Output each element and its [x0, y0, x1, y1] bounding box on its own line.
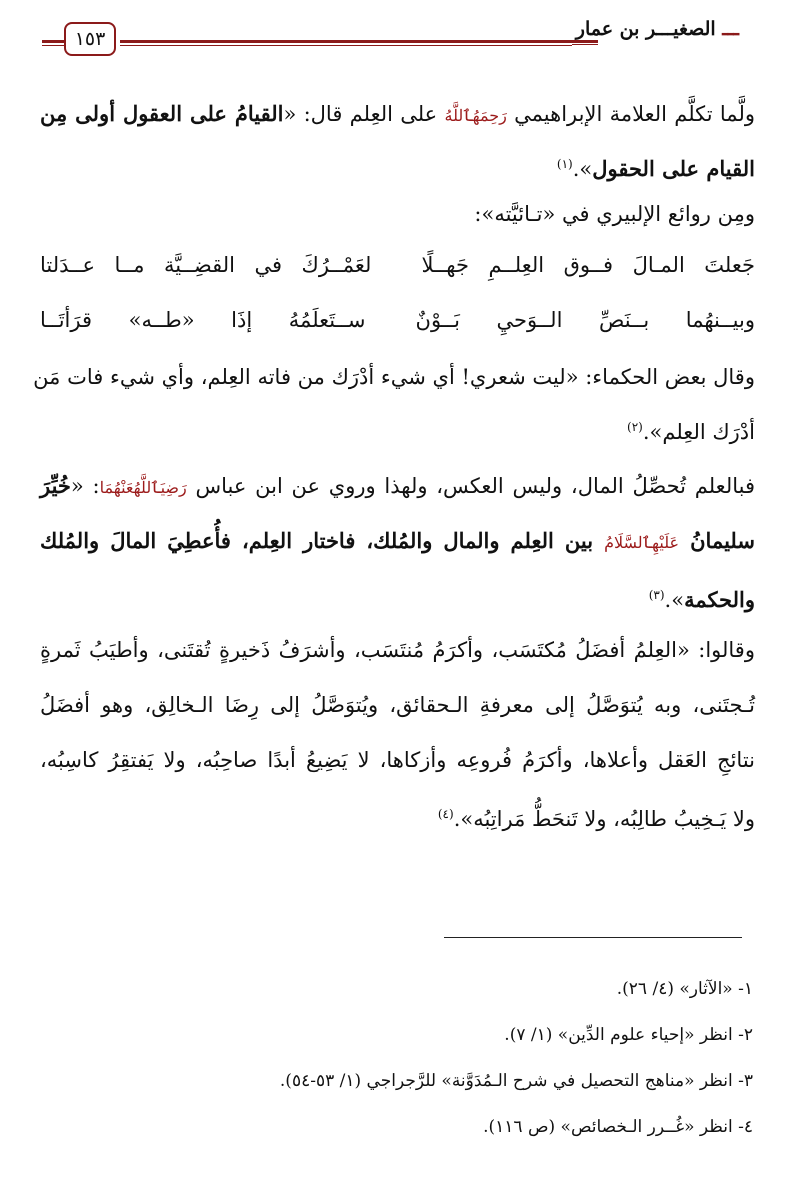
footnote-ref-3: (٣) [648, 588, 665, 602]
body-line-11: وقالوا: «العِلمُ أفضَلُ مُكتَسَب، وأكرَمُ مُنتَسَب، وأشرَفُ ذَخيرةٍ تُقتَنى، وأطيَبُ ثَمرةٍ [40, 638, 755, 662]
body-line-8: فبالعلم تُحصِّلُ المال، وليس العكس، ولهذا وروي عن ابن عباس رَضِيَٱللَّهُعَنْهُمَا: «خُيِّرَ [40, 473, 755, 498]
body-line-12: تُـجتَنى، وبه يُتوَصَّلُ إلى معرفةِ الـحقائق، ويُتوَصَّلُ إلى رِضَا الـخالِق، وهو أفضَلُ [40, 693, 755, 717]
header-rule-right [572, 40, 598, 43]
body-line-6: وقال بعض الحكماء: «ليت شعري! أي شيء أدْرَك من فاته العِلم، وأي شيء فات مَن [33, 365, 755, 389]
running-title: ـــ الصغيـــر بن عمار [511, 18, 747, 40]
running-title-text: الصغيـــر بن عمار [575, 18, 716, 40]
footnote-4: ٤- انظر «غُــرر الـخصائص» (ص ١١٦). [483, 1117, 753, 1137]
verse-1-hemistich-1: جَعلتَ المـالَ فــوق العِلــمِ جَهــلًا [421, 253, 755, 277]
verse-line-2 [40, 303, 755, 337]
verse-1-hemistich-2: لعَمْــرُكَ في القضِــيَّة مــا عــدَلتا [40, 253, 372, 277]
header-rule-right-thin [572, 44, 598, 45]
header-rule-left-thin [42, 45, 64, 46]
footnote-ref-4: (٤) [437, 807, 454, 821]
honorific-radiallahu-anhuma: رَضِيَٱللَّهُعَنْهُمَا [99, 478, 187, 497]
body-line-13: نتائجِ العَقل وأعلاها، وأكرَمُ فُروعِه وأزكاها، لا يَضِيعُ أبدًا صاحِبُه، ولا يَفتقِرُ كاسِبُه، [40, 748, 755, 772]
body-line-9: سليمانُ عَلَيْهِٱلسَّلَامُ بين العِلم والمال والمُلك، فاختار العِلم، فأُعطِيَ المالَ والمُلك [40, 528, 755, 553]
footnote-1: ١- «الآثار» (٤/ ٢٦). [616, 979, 753, 999]
footnote-ref-2: (٢) [627, 420, 643, 434]
body-line-7: أدْرَك العِلم».$^{(٢)}$ [627, 420, 755, 444]
footnote-3: ٣- انظر «مناهج التحصيل في شرح الـمُدَوَّنة» للرَّجراجي (١/ ٥٣-٥٤). [279, 1071, 753, 1091]
verse-line-1 [40, 248, 755, 282]
body-line-1: ولَّما تكلَّم العلامة الإبراهيمي رَحِمَهُٱللَّهُ على العِلم قال: «القيامُ على العقول أولى مِن [40, 101, 755, 126]
footnote-ref-1: (١) [556, 157, 573, 171]
body-line-14: ولا يَـخِيبُ طالِبُه، ولا تَنحَطُّ مَراتِبُه».$^{(٤)}$ [437, 807, 755, 831]
header-rule-middle [120, 40, 572, 43]
header-rule-left [42, 40, 64, 43]
body-line-2: القيام على الحقول».$^{(١)}$ [556, 156, 755, 181]
page-number: ١٥٣ [64, 22, 116, 56]
body-line-10: والحكمة».$^{(٣)}$ [648, 587, 755, 612]
body-line-3: ومِن روائع الإلبيري في «تـائيَّته»: [474, 202, 755, 226]
footnote-separator [444, 937, 742, 938]
honorific-rahimahullah: رَحِمَهُٱللَّهُ [444, 106, 507, 125]
verse-2-hemistich-2: ســتَعلَمُهُ إذَا «طــه» قرَأتَــا [40, 308, 366, 332]
honorific-alayhis-salam: عَلَيْهِٱلسَّلَامُ [604, 533, 680, 552]
verse-2-hemistich-1: وبيــنهُما بــنَصِّ الــوَحيِ بَــوْنٌ [415, 308, 755, 332]
header-rule-middle-thin [120, 45, 572, 46]
footnote-2: ٢- انظر «إحياء علوم الدِّين» (١/ ٧). [504, 1025, 753, 1045]
